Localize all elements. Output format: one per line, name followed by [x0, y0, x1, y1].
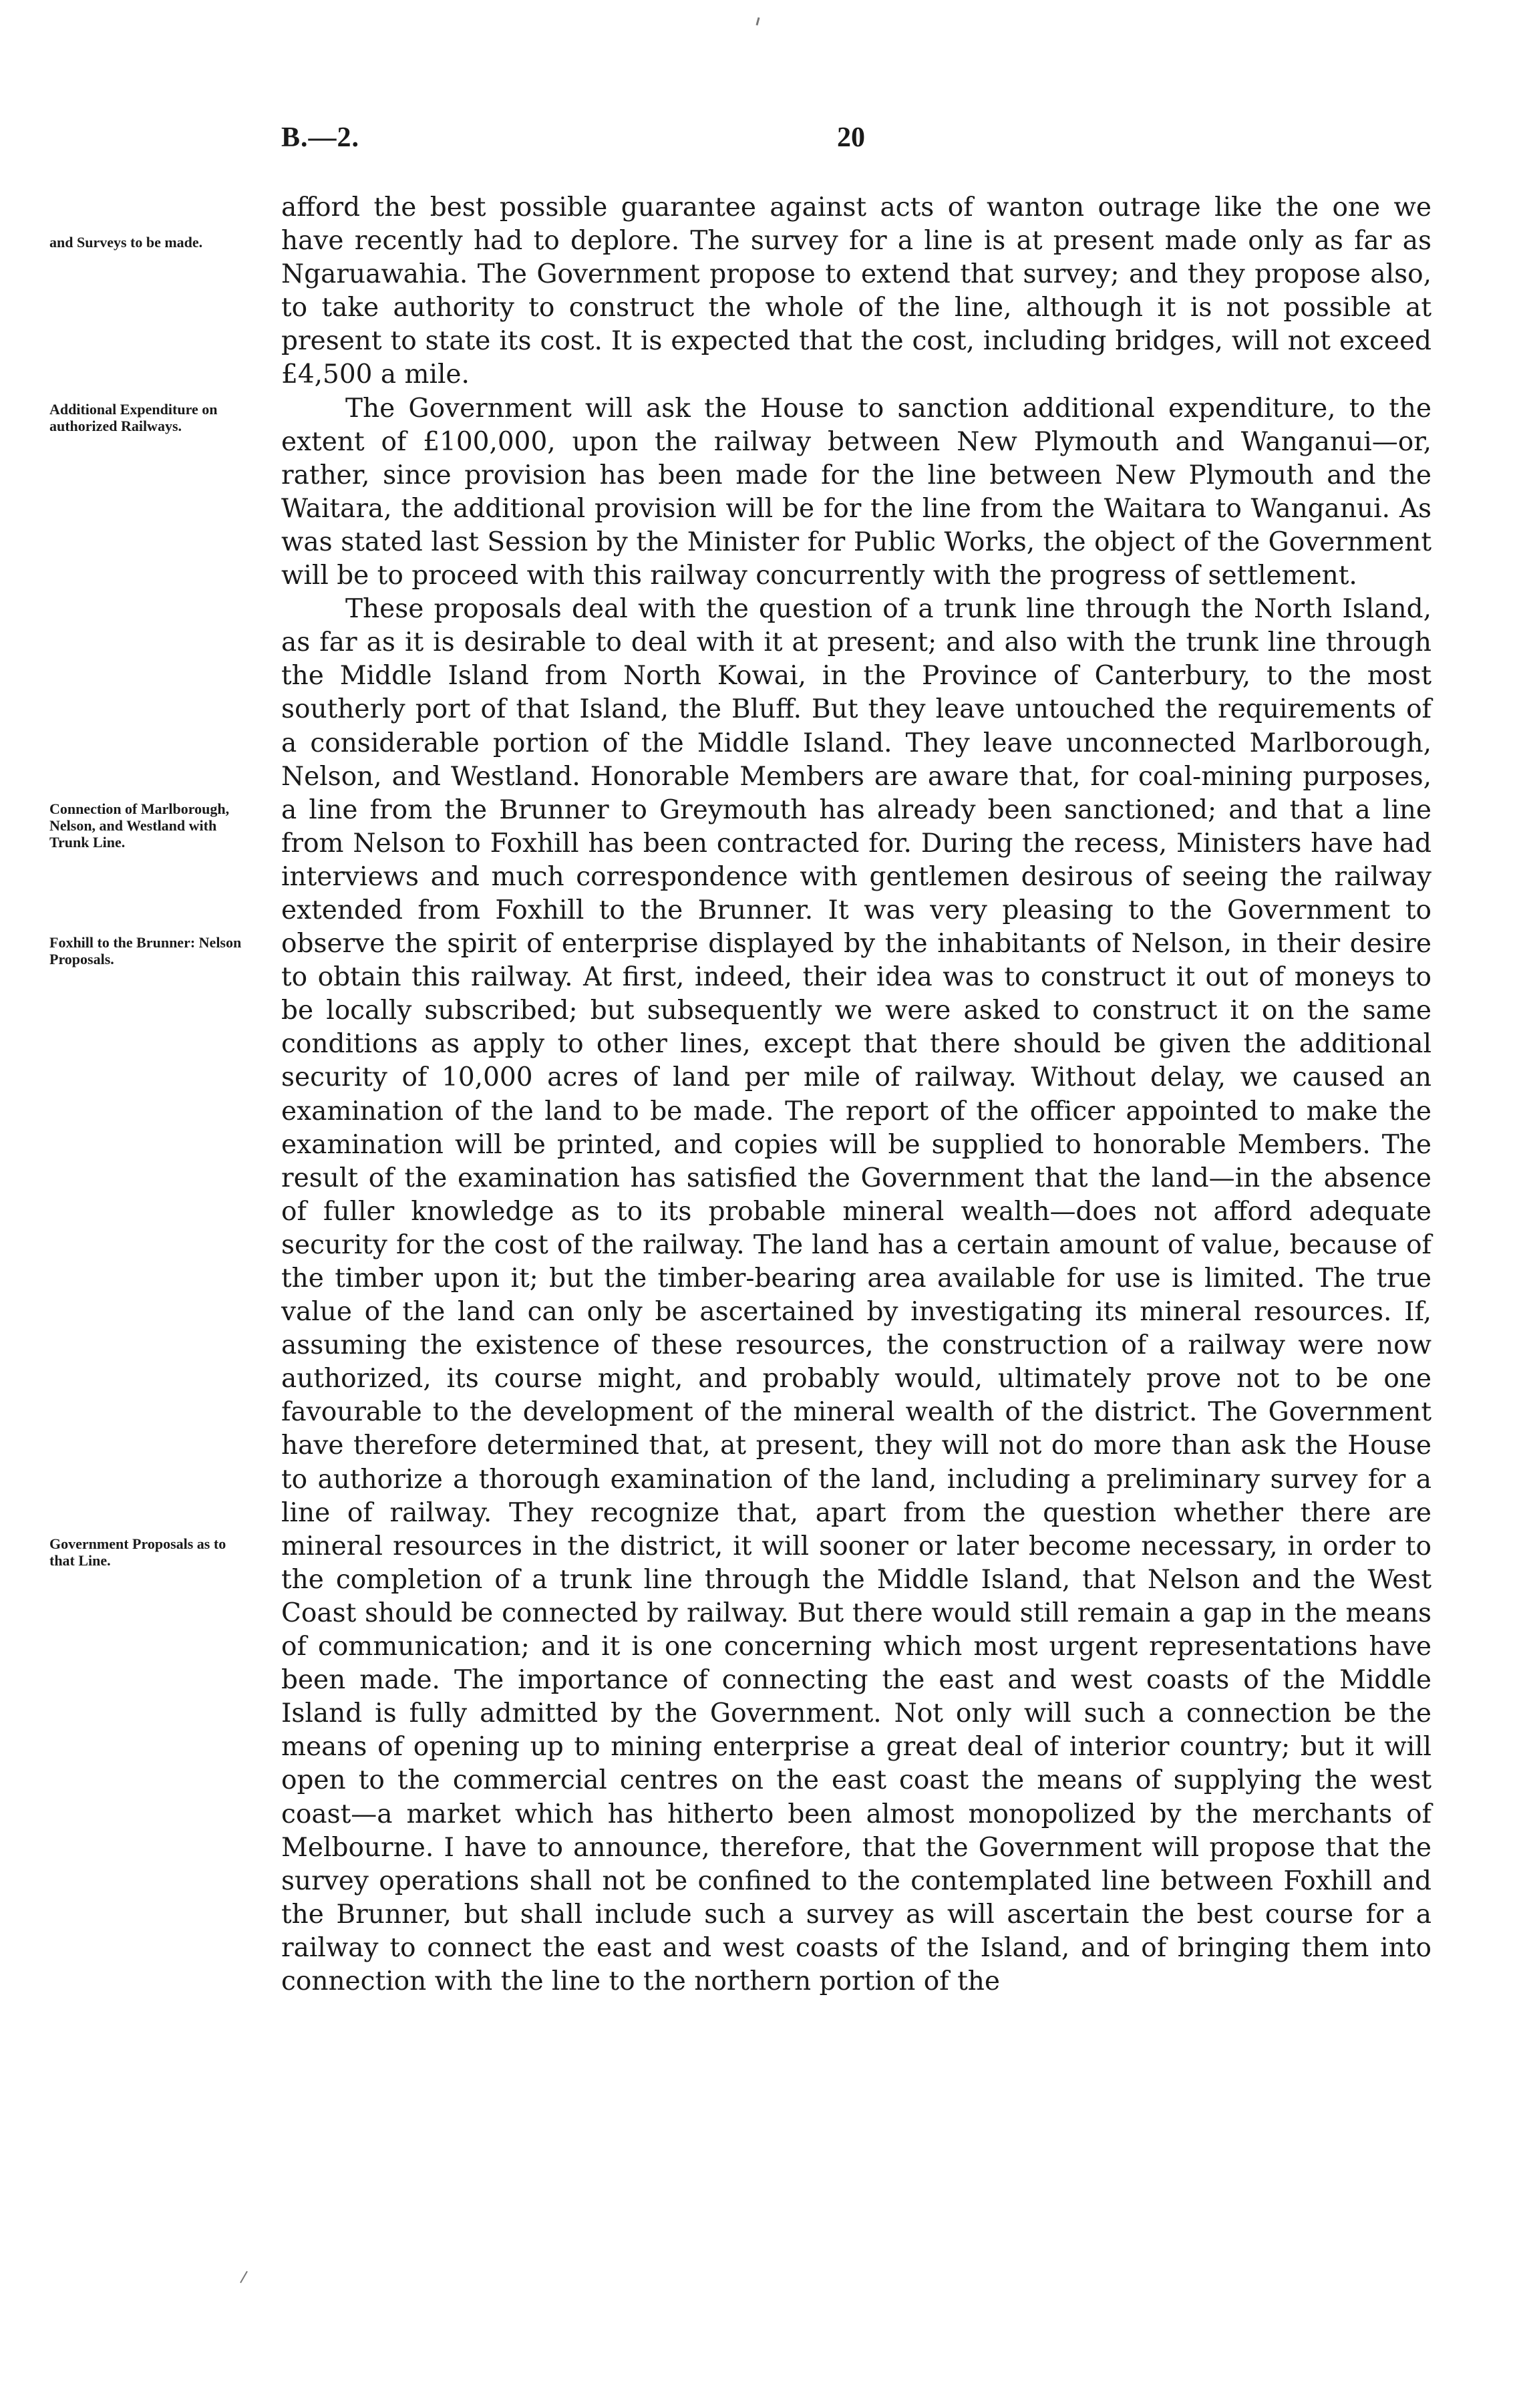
page-number: 20: [837, 122, 865, 153]
paragraph-additional-expenditure: The Government will ask the House to sanction additional expenditure, to the extent of £100,000, upon the railway between New Plymouth and Wanganui—or, rather, since provision has been made for the line between New Plymouth and the Waitara, the additional provision will be for the line from the Waitara to Wanganui. As was stated last Session by the Minister for Public Works, the object of the Government will be to proceed with this railway concurrently with the progress of settlement.: [281, 393, 1432, 591]
margin-note-additional-expenditure: Additional Expenditure on authorized Railways.: [49, 401, 218, 434]
scan-speck: [755, 17, 760, 25]
paragraph-continuation: afford the best possible guarantee against acts of wanton outrage like the one we have recently had to deplore. The survey for a line is at present made only as far as Ngaruawahia. The Government propose to extend that survey; and they propose also, to take authority to construct the whole of the line, although it is not possible at present to state its cost. It is expected that the cost, including bridges, will not exceed £4,500 a mile.: [281, 192, 1432, 390]
margin-note-foxhill-brunner: Foxhill to the Brunner: Nelson Proposals.: [49, 934, 242, 967]
page-reference: B.—2.: [281, 122, 360, 153]
margin-note-government-proposals: Government Proposals as to that Line.: [49, 1535, 226, 1569]
margin-note-connection-trunk-line: Connection of Marlborough, Nelson, and Westland with Trunk Line.: [49, 800, 230, 851]
paragraph-trunk-line-proposals: These proposals deal with the question of a trunk line through the North Island, as far as it is desirable to deal with it at present; and also with the trunk line through the Middle Island from North Kowai, in the Province of Canterbury, to the most southerly port of that Island, the Bluff. But they leave untouched the requirements of a considerable portion of the Middle Island. They leave unconnected Marlborough, Nelson, and Westland. Honorable Members are aware that, for coal-mining purposes, a line from the Brunner to Greymouth has already been sanctioned; and that a line from Nelson to Foxhill has been contracted for. During the recess, Ministers have had interviews and much correspondence with gentlemen desirous of seeing the railway extended from Foxhill to the Brunner. It was very pleasing to the Government to observe the spirit of enterprise displayed by the inhabitants of Nelson, in their desire to obtain this railway. At first, indeed, their idea was to construct it out of moneys to be locally subscribed; but subsequently we were asked to construct it on the same conditions as apply to other lines, except that there should be given the additional security of 10,000 acres of land per mile of railway. Without delay, we caused an examination of the land to be made. The report of the officer appointed to make the examination will be printed, and copies will be supplied to honorable Members. The result of the examination has satisfied the Government that the land—in the absence of fuller knowledge as to its probable mineral wealth—does not afford adequate security for the cost of the railway. The land has a certain amount of value, because of the timber upon it; but the timber-bearing area available for use is limited. The true value of the land can only be ascertained by investigating its mineral resources. If, assuming the existence of these resources, the construction of a railway were now authorized, its course might, and probably would, ultimately prove not to be one favourable to the development of the mineral wealth of the district. The Government have therefore determined that, at present, they will not do more than ask the House to authorize a thorough examination of the land, including a preliminary survey for a line of railway. They recognize that, apart from the question whether there are mineral resources in the district, it will sooner or later become necessary, in order to the completion of a trunk line through the Middle Island, that Nelson and the West Coast should be connected by railway. But there would still remain a gap in the means of communication; and it is one concerning which most urgent representations have been made. The importance of connecting the east and west coasts of the Middle Island is fully admitted by the Government. Not only will such a connection be the means of opening up to mining enterprise a great deal of interior country; but it will open to the commercial centres on the east coast the means of supplying the west coast—a market which has hitherto been almost monopolized by the merchants of Melbourne. I have to announce, therefore, that the Government will propose that the survey operations shall not be confined to the contemplated line between Foxhill and the Brunner, but shall include such a survey as will ascertain the best course for a railway to connect the east and west coasts of the Island, and of bringing them into connection with the line to the northern portion of the: [281, 594, 1432, 1996]
margin-note-surveys: and Surveys to be made.: [49, 234, 203, 251]
body-text: [281, 191, 1432, 1998]
scan-speck: [240, 2271, 248, 2283]
